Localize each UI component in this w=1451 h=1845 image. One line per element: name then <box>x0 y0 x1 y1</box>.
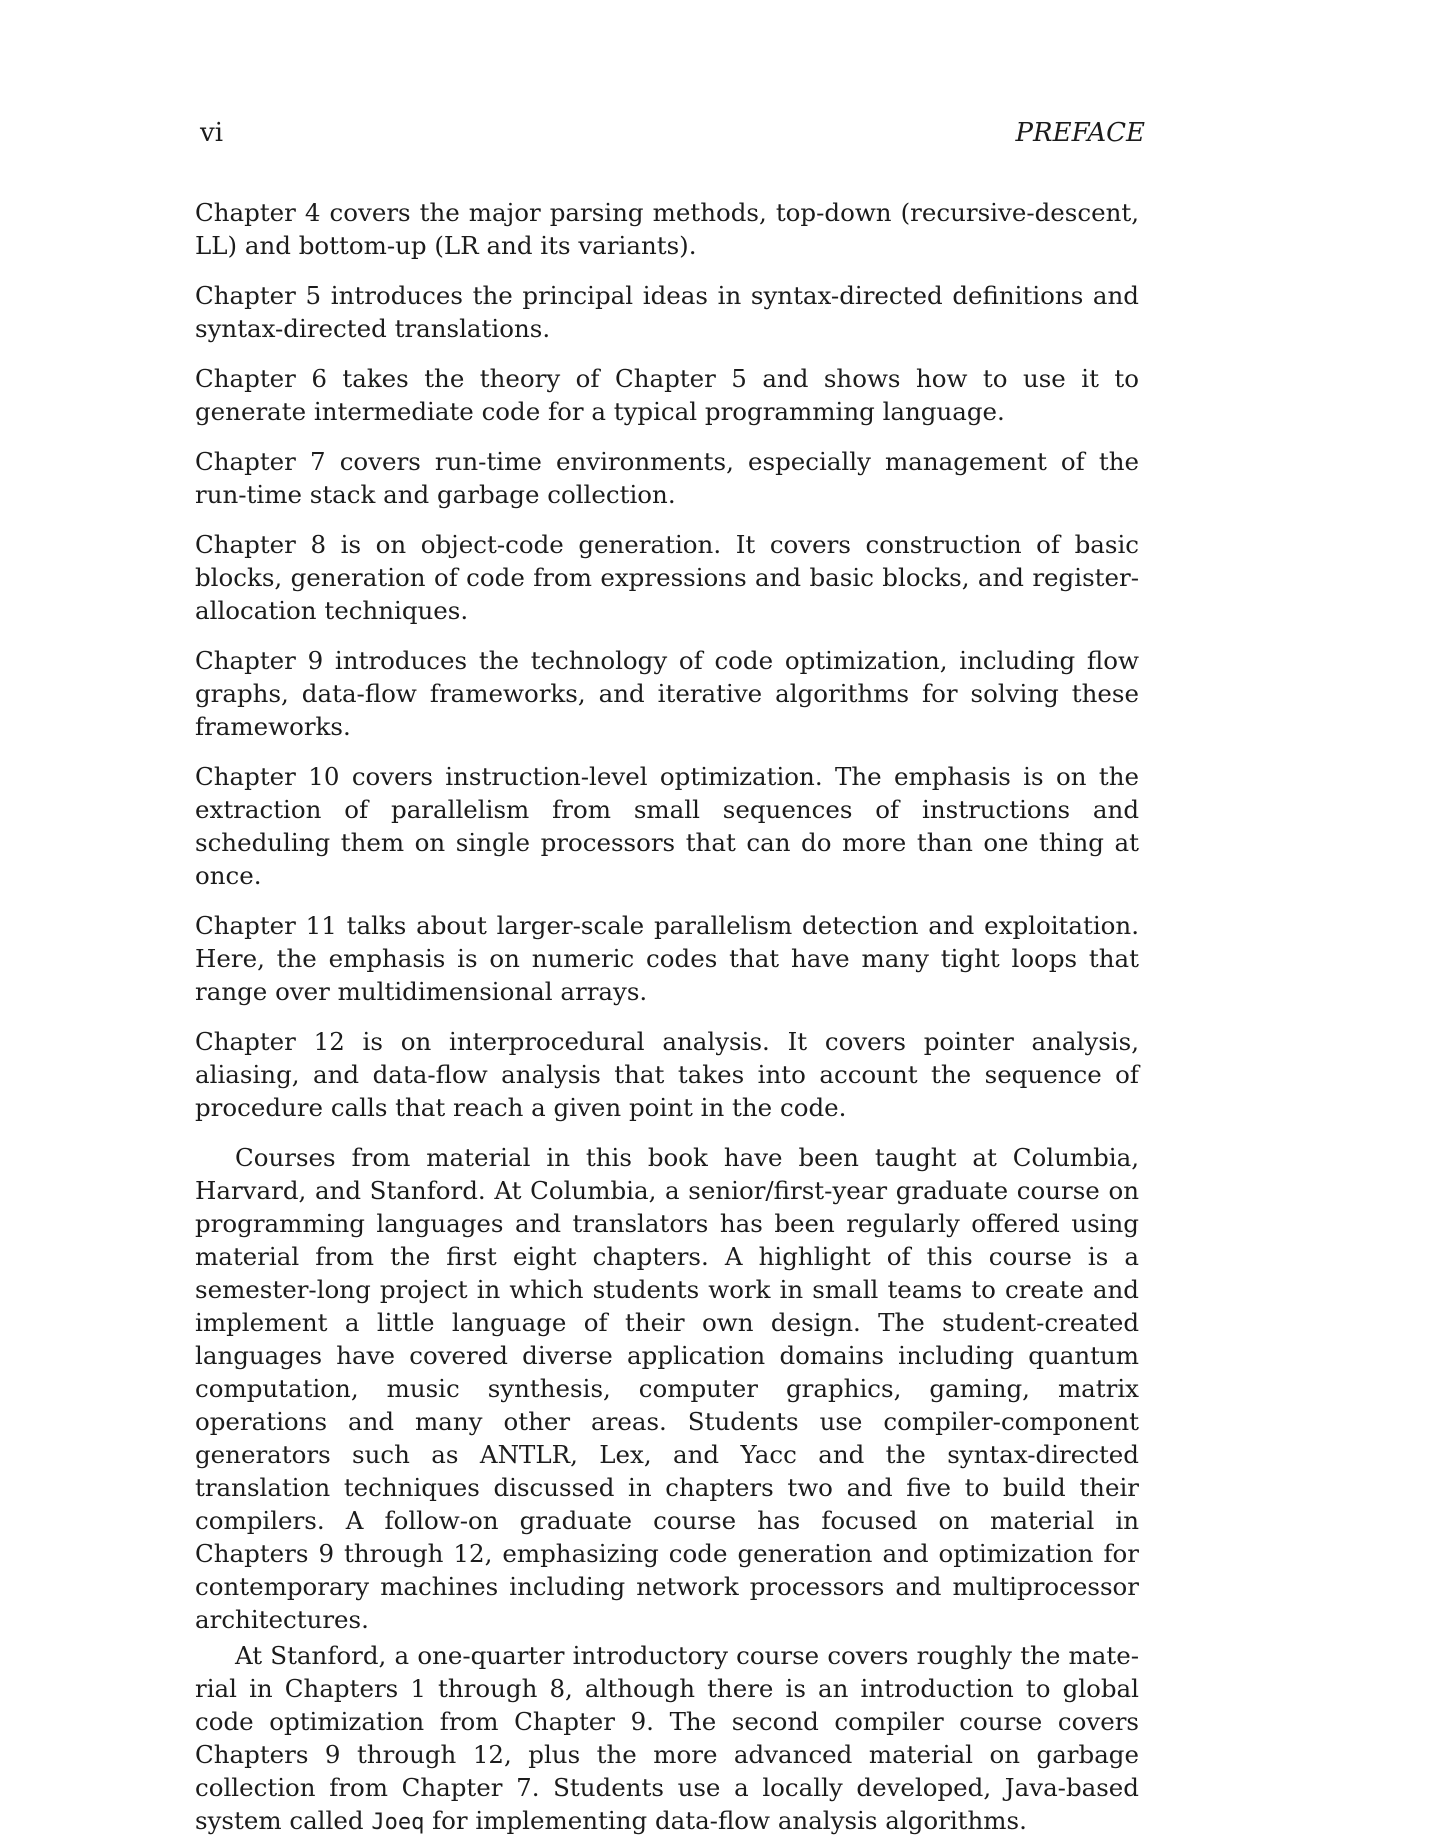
paragraph-chapter-8: Chapter 8 is on object-code generation. It covers construction of basic blocks, generation of code from expressions and basic blocks, and register-allocation techniques. <box>195 530 1139 625</box>
paragraph-courses: Courses from material in this book have been taught at Columbia, Harvard, and Stanford. At Columbia, a senior/first-year graduate course on programming languages and translators has been regularly offered using material from the first eight chapters. A highlight of this course is a semester-long project in which students work in small teams to create and implement a little language of their own design. The student-created languages have covered diverse application domains including quantum computation, music synthesis, computer graphics, gaming, matrix operations and many other areas. Students use compiler-component generators such as ANTLR, Lex, and Yacc and the syntax-directed translation techniques discussed in chapters two and five to build their compilers. A follow-on graduate course has focused on material in Chapters 9 through 12, emphasizing code generation and optimization for contemporary machines including network processors and multiprocessor architectures. <box>195 1143 1139 1634</box>
paragraph-stanford <box>195 1639 1139 1839</box>
paragraph-chapter-9: Chapter 9 introduces the technology of code optimization, including flow graphs, data-flow frameworks, and iterative algorithms for solving these frameworks. <box>195 646 1139 741</box>
stanford-text-end: for implementing data-flow analysis algorithms. <box>424 1806 1027 1835</box>
stanford-text-start: At Stanford, a one-quarter introductory course covers roughly the material in Chapters 1 through 8, although there is an introduction to global code optimization from Chapter 9. The second compiler course covers Chapters 9 through 12, plus the more advanced material on garbage collection from Chapter 7. Students use a locally developed, Java-based system called <box>195 1641 1139 1835</box>
text-body <box>195 196 1139 1842</box>
paragraph-chapter-6: Chapter 6 takes the theory of Chapter 5 and shows how to use it to generate intermediate code for a typical programming language. <box>195 364 1139 426</box>
running-title: PREFACE <box>1015 118 1145 148</box>
running-head <box>200 118 1145 158</box>
paragraph-chapter-4: Chapter 4 covers the major parsing methods, top-down (recursive-descent, LL) and bottom-up (LR and its variants). <box>195 198 1139 260</box>
paragraph-chapter-12: Chapter 12 is on interprocedural analysis. It covers pointer analysis, aliasing, and data-flow analysis that takes into account the sequence of procedure calls that reach a given point in the code. <box>195 1027 1139 1122</box>
paragraph-chapter-10: Chapter 10 covers instruction-level optimization. The emphasis is on the extraction of parallelism from small sequences of instructions and scheduling them on single processors that can do more than one thing at once. <box>195 762 1139 890</box>
paragraph-chapter-11: Chapter 11 talks about larger-scale parallelism detection and exploitation. Here, the emphasis is on numeric codes that have many tight loops that range over multidimensional arrays. <box>195 911 1139 1006</box>
paragraph-chapter-5: Chapter 5 introduces the principal ideas in syntax-directed definitions and syntax-directed translations. <box>195 281 1139 343</box>
paragraph-chapter-7: Chapter 7 covers run-time environments, especially management of the run-time stack and garbage collection. <box>195 447 1139 509</box>
code-name-joeq: Joeq <box>371 1810 425 1835</box>
page-number: vi <box>200 118 224 148</box>
